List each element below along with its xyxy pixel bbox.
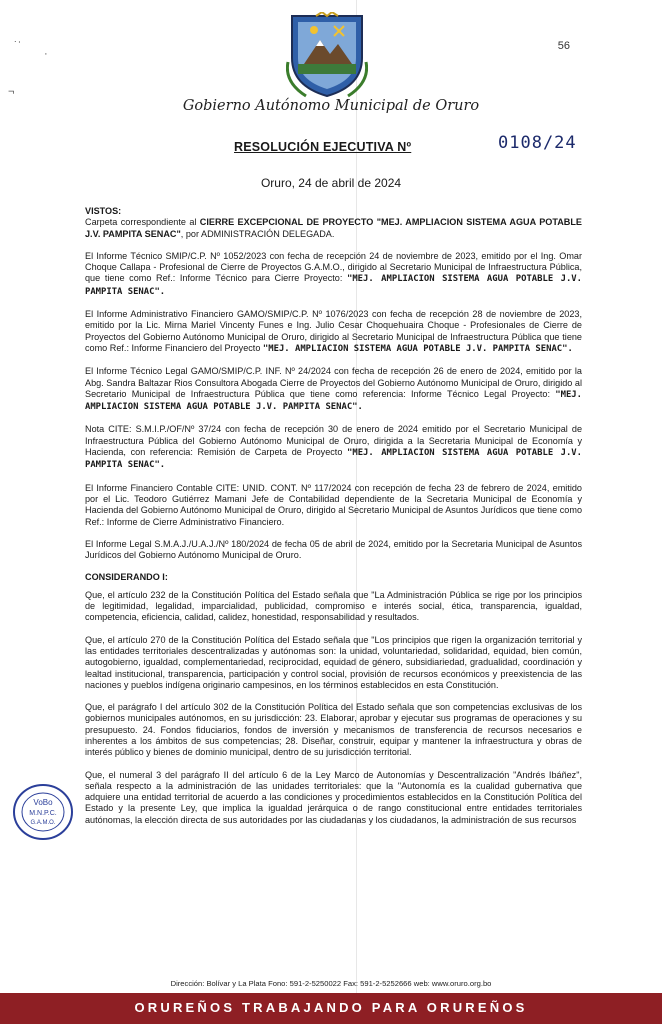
vistos-paragraph-1: Carpeta correspondiente al CIERRE EXCEPCIONAL DE PROYECTO "MEJ. AMPLIACION SISTEMA AGUA POTABLE J.V. PAMPITA SENAC", por ADMINISTRACIÓN DELEGADA. xyxy=(85,217,582,239)
margin-mark: ¬ xyxy=(8,86,15,98)
footer-address: Dirección: Bolívar y La Plata Fono: 591-2-5250022 Fax: 591-2-5252666 web: www.oruro.org.bo xyxy=(170,979,492,988)
margin-mark: ˙ʾ xyxy=(14,40,22,52)
considerando-paragraph-3: Que, el parágrafo I del artículo 302 de la Constitución Política del Estado señala que son competencias exclusivas de los gobiernos municipales autónomos, en su jurisdicción: 23. Elaborar, aprobar y ejecutar sus programas de operaciones y su presupuesto. 24. Fondos fiduciarios, fondos de inversión y mecanismos de transferencia de recursos necesarios e inherentes a los ámbitos de sus competencias; 28. Diseñar, construir, equipar y mantener la infraestructura y obras de interés público y bienes de dominio municipal, dentro de su jurisdicción territorial. xyxy=(85,702,582,758)
considerando-paragraph-4: Que, el numeral 3 del parágrafo II del artículo 6 de la Ley Marco de Autonomías y Descentralización "Andrés Ibáñez", señala respecto a la administración de las unidades territoriales: que la "Autonomía es la cualidad gubernativa que adquiere una entidad territorial de acuerdo a las condiciones y procedimientos establecidos en la Constitución Política del Estado y la presente Ley, que implica la igualdad jerárquica o de rango constitucional entre entidades territoriales autónomas, la elección directa de sus autoridades por las ciudadanas y los ciudadanos, la administración de sus recursos xyxy=(85,769,582,825)
resolution-date: Oruro, 24 de abril de 2024 xyxy=(260,176,402,190)
resolution-number: 0108/24 xyxy=(498,133,577,153)
stamp-line-1: VoBo xyxy=(33,798,53,807)
coat-of-arms-icon xyxy=(286,12,368,98)
vistos-paragraph-2: El Informe Técnico SMIP/C.P. Nº 1052/2023 con fecha de recepción 24 de noviembre de 2023, emitido por el Ing. Omar Choque Callapa - Profesional de Cierre de Proyectos G.A.M.O., dirigido al Secretario Municipal de Infraestructura Pública, que tiene como Ref.: Informe Técnico para Cierre Proyecto: "MEJ. AMPLIACION SISTEMA AGUA POTABLE J.V. PAMPITA SENAC". xyxy=(85,250,582,297)
institution-name: Gobierno Autónomo Municipal de Oruro xyxy=(182,98,480,114)
official-stamp xyxy=(12,783,74,841)
vistos-paragraph-6: El Informe Financiero Contable CITE: UNID. CONT. Nº 117/2024 con recepción de fecha 23 de febrero de 2024, emitido por el Lic. Teodoro Gutiérrez Mamani Jefe de Contabilidad dependiente de la Secretaria Municipal de Economía y Hacienda del Gobierno Autónomo Municipal de Oruro, dirigido al Secretario Municipal de Asuntos Jurídicos que tiene como Ref.: Informe de Cierre Administrativo Financiero. xyxy=(85,482,582,527)
vistos-paragraph-4: El Informe Técnico Legal GAMO/SMIP/C.P. INF. Nº 24/2024 con fecha de recepción 26 de enero de 2024, emitido por la Abg. Sandra Baltazar Rios Consultora Abogada Cierre de Proyectos del Gobierno Autónomo Municipal de Oruro, dirigido al Secretario Municipal de Infraestructura Pública que tiene como referencia: Informe Técnico Legal Proyecto: "MEJ. AMPLIACION SISTEMA AGUA POTABLE J.V. PAMPITA SENAC". xyxy=(85,366,582,413)
resolution-title: RESOLUCIÓN EJECUTIVA Nº xyxy=(234,140,412,154)
vistos-paragraph-5: Nota CITE: S.M.I.P./OF/Nº 37/24 con fecha de recepción 30 de enero de 2024 emitido por el Secretario Municipal de Infraestructura Pública del Gobierno Autónomo Municipal de Oruro, dirigida a la Secretaria Municipal de Economía y Hacienda, con referencia: Remisión de Carpeta de Proyecto "MEJ. AMPLIACION SISTEMA AGUA POTABLE J.V. PAMPITA SENAC". xyxy=(85,424,582,471)
footer-slogan: ORUREÑOS TRABAJANDO PARA ORUREÑOS xyxy=(134,1000,528,1015)
vistos-paragraph-7: El Informe Legal S.M.A.J./U.A.J./Nº 180/2024 de fecha 05 de abril de 2024, emitido por la Secretaria Municipal de Asuntos Jurídicos del Gobierno Autónomo Municipal de Oruro. xyxy=(85,538,582,561)
stamp-line-2: M.N.P.C. xyxy=(29,810,57,817)
document-body xyxy=(85,206,582,837)
margin-mark: · xyxy=(44,48,48,60)
page-number: 56 xyxy=(557,40,570,52)
considerando-paragraph-1: Que, el artículo 232 de la Constitución Política del Estado señala que "La Administración Pública se rige por los principios de legitimidad, legalidad, imparcialidad, publicidad, compromiso e interés social, ética, transparencia, igualdad, competencia, eficiencia, calidad, calidez, honestidad, responsabilidad y resultados. xyxy=(85,589,582,623)
considerando-heading: CONSIDERANDO I: xyxy=(85,572,168,583)
considerando-paragraph-2: Que, el artículo 270 de la Constitución Política del Estado señala que "Los principios que rigen la organización territorial y las entidades territoriales descentralizadas y autónomas son: la unidad, voluntariedad, solidaridad, equidad, bien común, autogobierno, igualdad, complementariedad, reciprocidad, equidad de género, subsidiariedad, gradualidad, coordinación y lealtad institucional, transparencia, participación y control social, provisión de recursos económicos y preexistencia de las naciones y pueblos indígena originario campesinos, en los términos establecidos en esta Constitución. xyxy=(85,634,582,690)
stamp-line-3: G.A.M.O. xyxy=(30,820,56,826)
vistos-heading: VISTOS: xyxy=(85,206,122,216)
vistos-paragraph-3: El Informe Administrativo Financiero GAMO/SMIP/C.P. Nº 1076/2023 con fecha de recepción 28 de noviembre de 2023, emitido por la Lic. Mirna Mariel Vincenty Funes e Ing. Julio Cesar Choquehuaira Choque - Profesionales de Cierre de Proyectos del Gobierno Autónomo Municipal de Oruro, dirigido al Secretario Municipal de Infraestructura Pública que tiene como Ref.: Informe Financiero del Proyecto "MEJ. AMPLIACION SISTEMA AGUA POTABLE J.V. PAMPITA SENAC". xyxy=(85,309,582,354)
